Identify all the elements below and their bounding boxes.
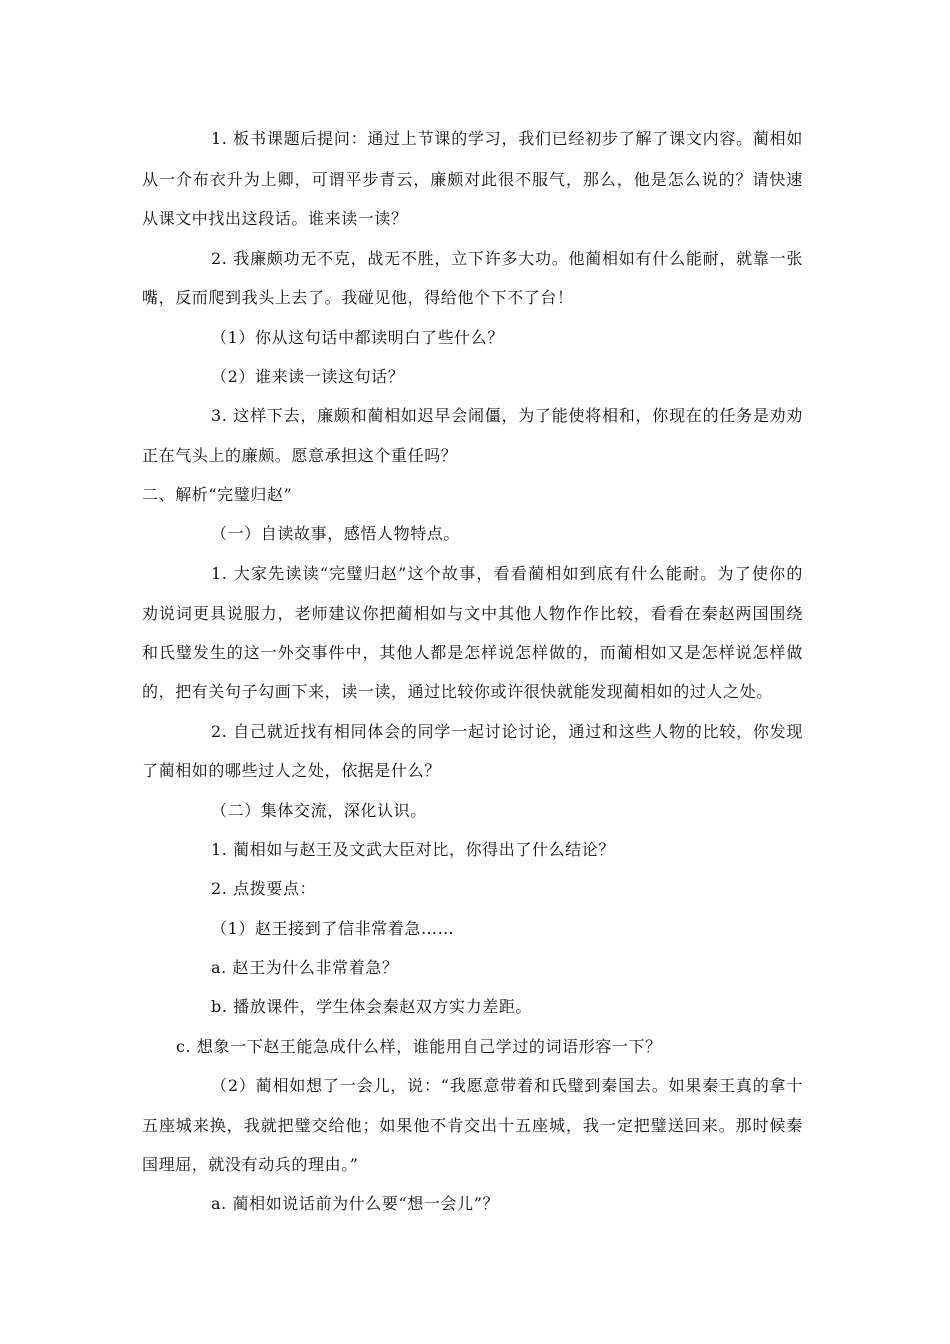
text-line: 2. 点拨要点： (211, 879, 317, 898)
text-line: （1）你从这句话中都读明白了些什么？ (211, 328, 504, 347)
text-line: 2. 我廉颇功无不克，战无不胜，立下许多大功。他蔺相如有什么能耐，就靠一张 (211, 249, 803, 268)
text-line: 嘴，反而爬到我头上去了。我碰见他，得给他个下不了台！ (142, 288, 574, 307)
text-line: b. 播放课件，学生体会秦赵双方实力差距。 (211, 997, 533, 1016)
text-line: 1. 蔺相如与赵王及文武大臣对比，你得出了什么结论？ (211, 840, 615, 859)
text-line: 和氏璧发生的这一外交事件中，其他人都是怎样说怎样做的，而蔺相如又是怎样说怎样做 (142, 643, 803, 662)
section-heading: 二、解析“完璧归赵” (142, 485, 293, 504)
text-line: 从课文中找出这段话。谁来读一读？ (142, 209, 408, 228)
text-line: 1. 大家先读读“完璧归赵”这个故事，看看蔺相如到底有什么能耐。为了使你的 (211, 564, 803, 583)
text-line: 2. 自己就近找有相同体会的同学一起讨论讨论，通过和这些人物的比较，你发现 (211, 722, 803, 741)
text-line: 从一介布衣升为上卿，可谓平步青云，廉颇对此很不服气，那么，他是怎么说的？请快速 (142, 170, 803, 189)
text-line: 国理屈，就没有动兵的理由。” (142, 1155, 359, 1174)
text-line: 3. 这样下去，廉颇和蔺相如迟早会闹僵，为了能使将相和，你现在的任务是劝劝 (211, 406, 803, 425)
text-line: （2）谁来读一读这句话？ (211, 367, 405, 386)
text-line: （2）蔺相如想了一会儿，说：“我愿意带着和氏璧到秦国去。如果秦王真的拿十 (211, 1076, 803, 1095)
subsection-heading: （二）集体交流，深化认识。 (211, 801, 427, 820)
text-line: a. 赵王为什么非常着急？ (211, 958, 399, 977)
text-line: 正在气头上的廉颇。愿意承担这个重任吗？ (142, 446, 458, 465)
text-line: a. 蔺相如说话前为什么要“想一会儿”？ (211, 1194, 500, 1213)
text-line: 五座城来换，我就把璧交给他；如果他不肯交出十五座城，我一定把璧送回来。那时候秦 (142, 1116, 803, 1135)
subsection-heading: （一）自读故事，感悟人物特点。 (211, 524, 461, 543)
text-line: （1）赵王接到了信非常着急…… (211, 919, 455, 938)
text-line: 1. 板书课题后提问：通过上节课的学习，我们已经初步了解了课文内容。蔺相如 (211, 129, 803, 148)
text-line: 了蔺相如的哪些过人之处，依据是什么？ (142, 761, 441, 780)
text-line: 的，把有关句子勾画下来，读一读，通过比较你或许很快就能发现蔺相如的过人之处。 (142, 682, 773, 701)
text-line: c. 想象一下赵王能急成什么样，谁能用自己学过的词语形容一下？ (176, 1037, 662, 1056)
text-line: 劝说词更具说服力，老师建议你把蔺相如与文中其他人物作作比较，看看在秦赵两国围绕 (142, 604, 803, 623)
